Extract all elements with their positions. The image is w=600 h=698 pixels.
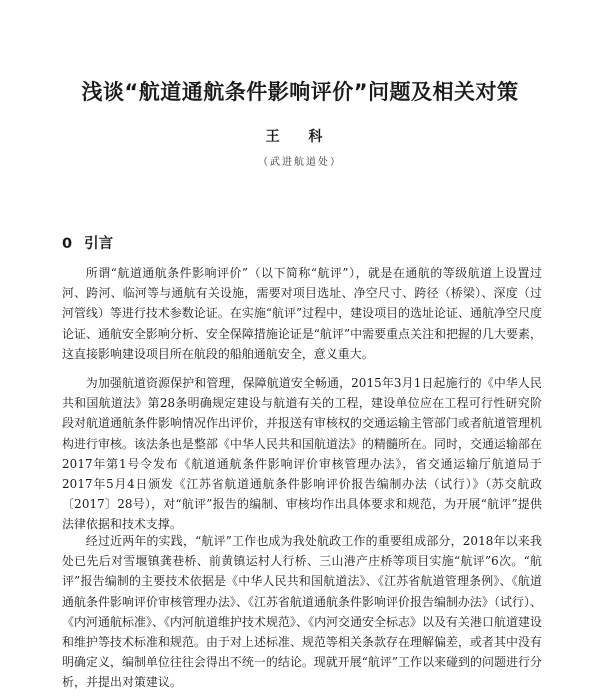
author-name: 王 科 (265, 129, 335, 145)
author-affiliation: （武进航道处） (258, 157, 342, 168)
paper-title: 浅谈“航道通航条件影响评价”问题及相关对策 (81, 80, 519, 104)
section-number: 0 (62, 236, 73, 252)
body-paragraph: 经过近两年的实践，“航评”工作也成为我处航政工作的重要组成部分，2018年以来我处已先后对雪堰镇龚巷桥、前黄镇运村人行桥、三山港产庄桥等项目实施“航评”6次。“航评”报告编制的主要技术依据是《中华人民共和国航道法》、《江苏省航道管理条例》、《航道通航条件影响评价审核管理办法》、《江苏省航道通航条件影响评价报告编制办法》（试行）、《内河通航标准》、《内河航道维护技术规范》、《内河交通安全标志》以及有关港口航道建设和维护等技术标准和规范。由于对上述标准、规范等相关条款存在理解偏差，或者其中没有明确定义，编制单位往往会得出不统一的结论。现就开展“航评”工作以来碰到的问题进行分析，并提出对策建议。 (62, 534, 542, 690)
body-paragraph: 为加强航道资源保护和管理，保障航道安全畅通，2015年3月1日起施行的《中华人民共和国航道法》第28条明确规定建设与航道有关的工程，建设单位应在工程可行性研究阶段对航道通航条件影响情况作出评价，并报送有审核权的交通运输主管部门或者航道管理机构进行审核。该法条也是整部《中华人民共和国航道法》的精髓所在。同时，交通运输部在2017年第1号令发布《航道通航条件影响评价审核管理办法》，省交通运输厅航道局于2017年5月4日颁发《江苏省航道通航条件影响评价报告编制办法（试行）》（苏交航政〔2017〕28号），对“航评”报告的编制、审核均作出具体要求和规范，为开展“航评”提供法律依据和技术支撑。 (62, 376, 542, 532)
section-heading (62, 232, 113, 253)
section-title: 引言 (84, 236, 114, 252)
body-paragraph: 所谓“航道通航条件影响评价”（以下简称“航评”），就是在通航的等级航道上设置过河、跨河、临河等与通航有关设施，需要对项目选址、净空尺寸、跨径（桥梁）、深度（过河管线）等进行技术参数论证。在实施“航评”过程中，建设项目的选址论证、通航净空尺度论证、通航安全影响分析、安全保障措施论证是“航评”中需要重点关注和把握的几大要素，这直接影响建设项目所在航段的船舶通航安全，意义重大。 (62, 266, 542, 361)
